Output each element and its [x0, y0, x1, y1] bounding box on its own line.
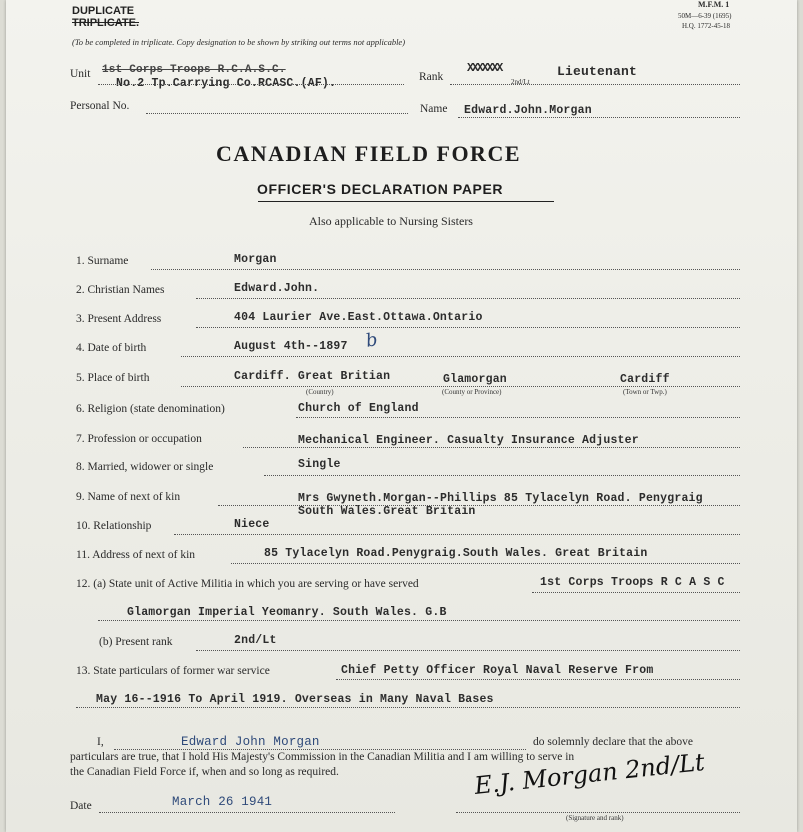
- surname-label: 1. Surname: [76, 255, 129, 267]
- profession-value: Mechanical Engineer. Casualty Insurance Adjuster: [298, 434, 639, 447]
- date-of-birth-label: 4. Date of birth: [76, 342, 147, 354]
- birth-town-value: Cardiff: [620, 373, 670, 386]
- place-of-birth-label: 5. Place of birth: [76, 372, 150, 384]
- date-of-birth-value: August 4th--1897: [234, 340, 348, 353]
- triplicate-label: TRIPLICATE.: [72, 17, 140, 29]
- country-note: (Country): [306, 388, 334, 396]
- next-of-kin-label: 9. Name of next of kin: [76, 491, 181, 503]
- present-address-label: 3. Present Address: [76, 313, 162, 325]
- date-label: Date: [70, 800, 92, 812]
- religion-label: 6. Religion (state denomination): [76, 403, 225, 415]
- form-title: CANADIAN FIELD FORCE: [216, 141, 522, 166]
- duplicate-label: DUPLICATE: [72, 5, 135, 17]
- marital-status-label: 8. Married, widower or single: [76, 461, 214, 473]
- declaration-prefix: I,: [97, 736, 104, 748]
- declaration-line3: the Canadian Field Force if, when and so long as required.: [70, 766, 339, 778]
- town-note: (Town or Twp.): [623, 388, 667, 396]
- next-of-kin-address-value: 85 Tylacelyn Road.Penygraig.South Wales. Great Britain: [264, 547, 648, 560]
- birth-county-value: Glamorgan: [443, 373, 507, 386]
- next-of-kin-address-label: 11. Address of next of kin: [76, 549, 196, 561]
- date-of-birth-pen-mark: b: [364, 329, 380, 352]
- war-service-value-line2: May 16--1916 To April 1919. Overseas in Many Naval Bases: [96, 693, 494, 706]
- militia-unit-value-line1: 1st Corps Troops R C A S C: [540, 576, 725, 589]
- rank-note: 2nd/Lt: [511, 78, 530, 86]
- next-of-kin-value-line2: South Wales.Great Britain: [298, 505, 476, 518]
- unit-label: Unit: [70, 68, 91, 80]
- militia-unit-label: 12. (a) State unit of Active Militia in which you are serving or have served: [76, 578, 419, 590]
- present-address-value: 404 Laurier Ave.East.Ottawa.Ontario: [234, 311, 483, 324]
- name-label: Name: [420, 103, 448, 115]
- personal-number-label: Personal No.: [70, 100, 130, 112]
- unit-value: No.2 Tp.Carrying Co.RCASC.(AF).: [116, 77, 337, 90]
- present-rank-value: 2nd/Lt: [234, 634, 277, 647]
- form-code: M.F.M. 1: [698, 0, 730, 9]
- war-service-label: 13. State particulars of former war service: [76, 665, 270, 677]
- name-value: Edward.John.Morgan: [464, 104, 592, 117]
- relationship-label: 10. Relationship: [76, 520, 152, 532]
- nursing-note: Also applicable to Nursing Sisters: [309, 214, 473, 228]
- birth-country-value: Cardiff. Great Britian: [234, 370, 391, 383]
- rank-value: Lieutenant: [557, 64, 638, 79]
- declaration-line1: do solemnly declare that the above: [533, 736, 693, 748]
- profession-label: 7. Profession or occupation: [76, 433, 202, 445]
- signature: E.J. Morgan 2nd/Lt: [473, 747, 706, 800]
- declarant-name: Edward John Morgan: [181, 735, 320, 749]
- form-subtitle: OFFICER'S DECLARATION PAPER: [257, 181, 504, 197]
- declaration-line2: particulars are true, that I hold His Majesty's Commission in the Canadian Militia and I am willing to serve in: [70, 751, 575, 763]
- relationship-value: Niece: [234, 518, 270, 531]
- rank-label: Rank: [419, 71, 444, 83]
- religion-value: Church of England: [298, 402, 419, 415]
- present-rank-label: (b) Present rank: [99, 636, 173, 648]
- militia-unit-value-line2: Glamorgan Imperial Yeomanry. South Wales. G.B: [127, 606, 447, 619]
- war-service-value-line1: Chief Petty Officer Royal Naval Reserve From: [341, 664, 654, 677]
- rank-struck-text: XXXXXXX: [467, 62, 502, 75]
- surname-value: Morgan: [234, 253, 277, 266]
- form-print-code: 50M—6-39 (1695): [678, 12, 732, 20]
- next-of-kin-value-line1: Mrs Gwyneth.Morgan--Phillips 85 Tylacelyn Road. Penygraig: [298, 492, 703, 505]
- declaration-paper: [6, 0, 797, 832]
- county-note: (County or Province): [442, 388, 502, 396]
- signature-note: (Signature and rank): [566, 814, 624, 822]
- form-hq-code: H.Q. 1772-45-18: [682, 22, 731, 30]
- unit-struck-text: 1st Corps Troops R.C.A.S.C.: [102, 64, 286, 76]
- instructions-text: (To be completed in triplicate. Copy designation to be shown by striking out terms not applicable): [72, 37, 406, 47]
- date-value: March 26 1941: [172, 795, 273, 809]
- christian-names-value: Edward.John.: [234, 282, 320, 295]
- christian-names-label: 2. Christian Names: [76, 284, 165, 296]
- marital-status-value: Single: [298, 458, 341, 471]
